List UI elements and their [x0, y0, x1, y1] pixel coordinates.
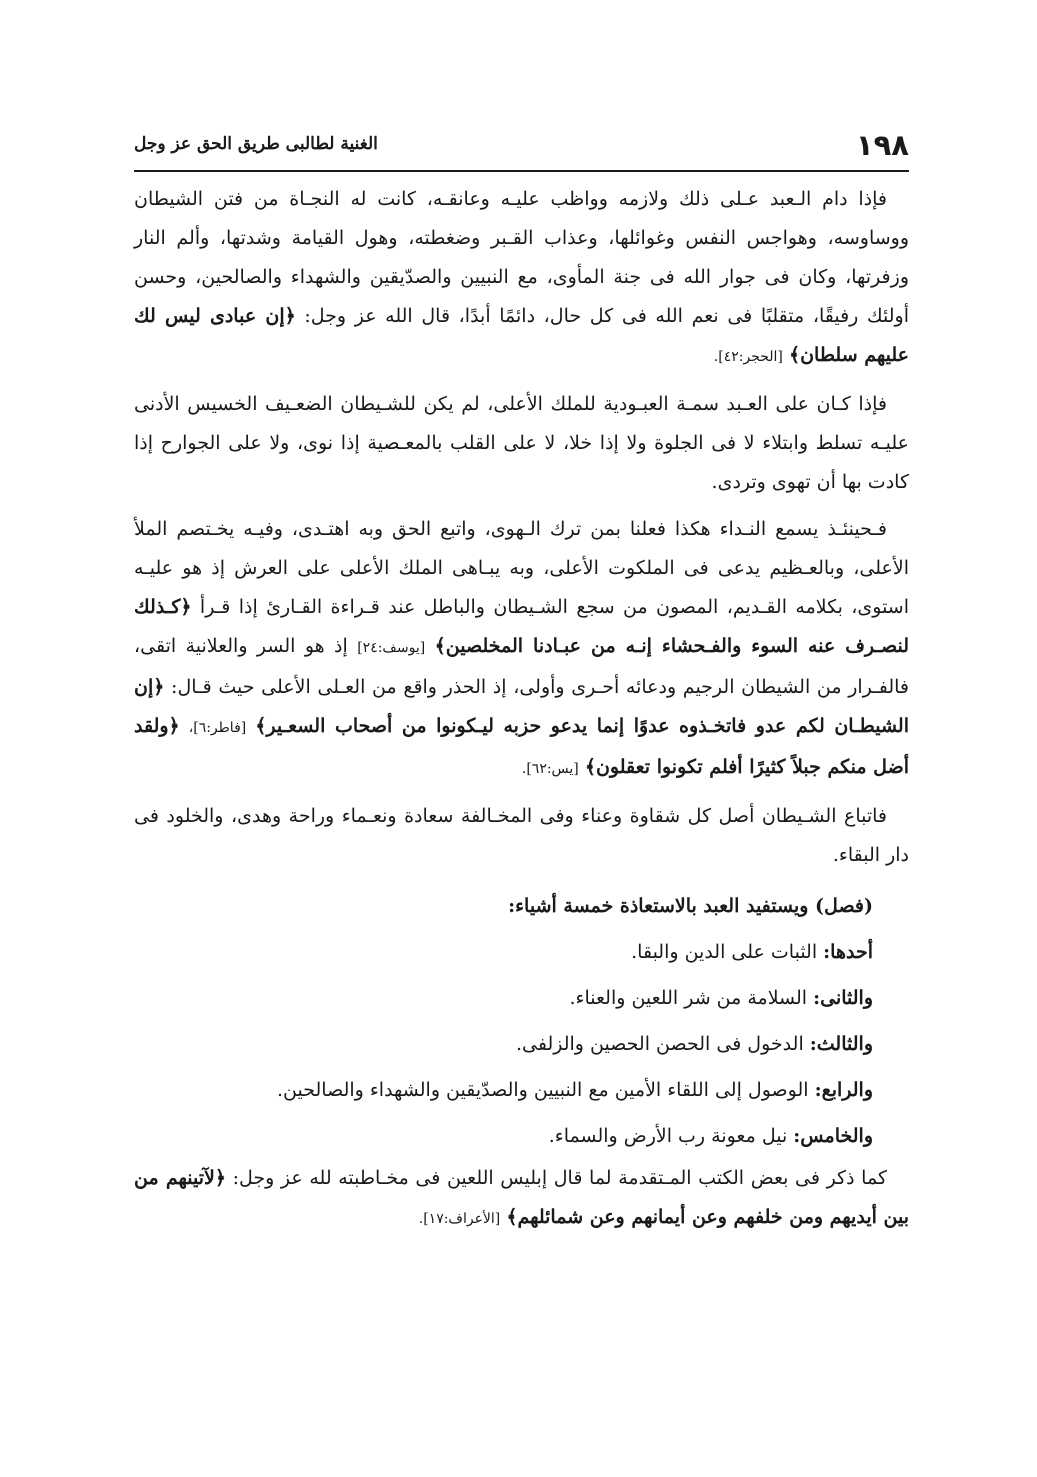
- quran-quote: ﴿إن عبادى ليس لك عليهم سلطان﴾: [134, 305, 909, 366]
- list-item: [134, 1021, 909, 1067]
- list-item: [134, 929, 909, 975]
- page-number: ١٩٨: [855, 128, 909, 162]
- paragraph-5: [134, 1159, 909, 1239]
- list-item-label: والثالث:: [809, 1033, 873, 1055]
- verse-reference: [يس:٦٢].: [521, 761, 579, 777]
- body-text: [134, 180, 909, 1247]
- paragraph-4: [134, 797, 909, 875]
- list-item-label: والرابع:: [814, 1079, 873, 1101]
- header-divider: [134, 170, 909, 172]
- list-item: [134, 1113, 909, 1159]
- quran-quote: ﴿كـذلك لنصـرف عنه السوء والفـحشاء إنـه من عبـادنا المخلصين﴾: [134, 596, 909, 657]
- list-item: [134, 975, 909, 1021]
- list-item: [134, 1067, 909, 1113]
- paragraph-3-text-b: إذ هو السر والعلانية اتقى، فالفـرار من الشيطان الرجيم ودعائه أحـرى وأولى، إذ الحذر واقع من العـلى الأعلى حيث قـال:: [134, 635, 909, 698]
- quran-quote: ﴿ولقد أضل منكم جبلاً كثيرًا أفلم تكونوا تعقلون﴾: [134, 715, 909, 778]
- verse-reference: [فاطر:٦]،: [188, 720, 247, 736]
- list-item-text: الدخول فى الحصن الحصين والزلفى.: [515, 1033, 810, 1055]
- verse-reference: [يوسف:٢٤]: [357, 640, 426, 656]
- section-list: [134, 883, 909, 1159]
- list-item-text: نيل معونة رب الأرض والسماء.: [548, 1125, 794, 1147]
- verse-reference: [الأعراف:١٧].: [418, 1211, 501, 1227]
- quran-quote: ﴿إن الشيطـان لكم عدو فاتخـذوه عدوًا إنما يدعو حزبه ليـكونوا من أصحاب السعـير﴾: [134, 676, 909, 737]
- section-heading: (فصل) ويستفيد العبد بالاستعاذة خمسة أشياء:: [508, 895, 873, 917]
- paragraph-3-text-a: فـحينئـذ يسمع النـداء هكذا فعلنا بمن ترك الـهوى، واتبع الحق وبه اهتـدى، وفيـه يخـتصم الملأ الأعلى، وبالعـظيم يدعى فى الملكوت الأعلى، وبه يبـاهى الملك الأعلى على العرش إذ هو عليـه استوى، بكلامه القـديم، المصون من سجع الشـيطان والباطل عند قـراءة القـارئ إذا قـرأ: [134, 518, 909, 618]
- paragraph-3: [134, 510, 909, 789]
- list-item-text: الثبات على الدين والبقا.: [631, 941, 824, 963]
- list-item-label: أحدها:: [823, 941, 873, 963]
- list-item-label: والخامس:: [793, 1125, 873, 1147]
- list-item-text: الوصول إلى اللقاء الأمين مع النبيين والصدّيقين والشهداء والصالحين.: [277, 1079, 815, 1101]
- paragraph-2-text: فإذا كـان على العـبد سمـة العبـودية للملك الأعلى، لم يكن للشـيطان الضعـيف الخسيس الأدنى عليـه تسلط وابتلاء لا فى الجلوة ولا إذا خلا، لا على القلب بالمعـصية إذا نوى، ولا على الجوارح إذا كادت بها أن تهوى وتردى.: [134, 393, 909, 493]
- page-header: [134, 128, 909, 164]
- paragraph-1-text: فإذا دام الـعبد عـلى ذلك ولازمه وواظب عليـه وعانقـه، كانت له النجـاة من فتن الشيطان ووساوسه، وهواجس النفس وغوائلها، وعذاب القـبر وضغطته، وهول القيامة وشدتها، وألم النار وزفرتها، وكان فى جوار الله فى جنة المأوى، مع النبيين والصدّيقين والشهداء والصالحين، وحسن أولئك رفيقًا، متقلبًا فى نعم الله فى كل حال، دائمًا أبدًا، قال الله عز وجل:: [134, 188, 909, 327]
- verse-reference: [الحجر:٤٢].: [713, 349, 783, 365]
- quran-quote: ﴿لآتينهم من بين أيديهم ومن خلفهم وعن أيمانهم وعن شمائلهم﴾: [134, 1167, 909, 1228]
- list-item-label: والثانى:: [813, 987, 873, 1009]
- paragraph-1: [134, 180, 909, 377]
- list-item-text: السلامة من شر اللعين والعناء.: [569, 987, 814, 1009]
- paragraph-2: [134, 385, 909, 502]
- running-title: الغنية لطالبى طريق الحق عز وجل: [134, 134, 378, 154]
- paragraph-4-text: فاتباع الشـيطان أصل كل شقاوة وعناء وفى المخـالفة سعادة ونعـماء وراحة وهدى، والخلود فى دار البقاء.: [134, 805, 909, 866]
- paragraph-5-text: كما ذكر فى بعض الكتب المـتقدمة لما قال إبليس اللعين فى مخـاطبته لله عز وجل:: [232, 1167, 887, 1189]
